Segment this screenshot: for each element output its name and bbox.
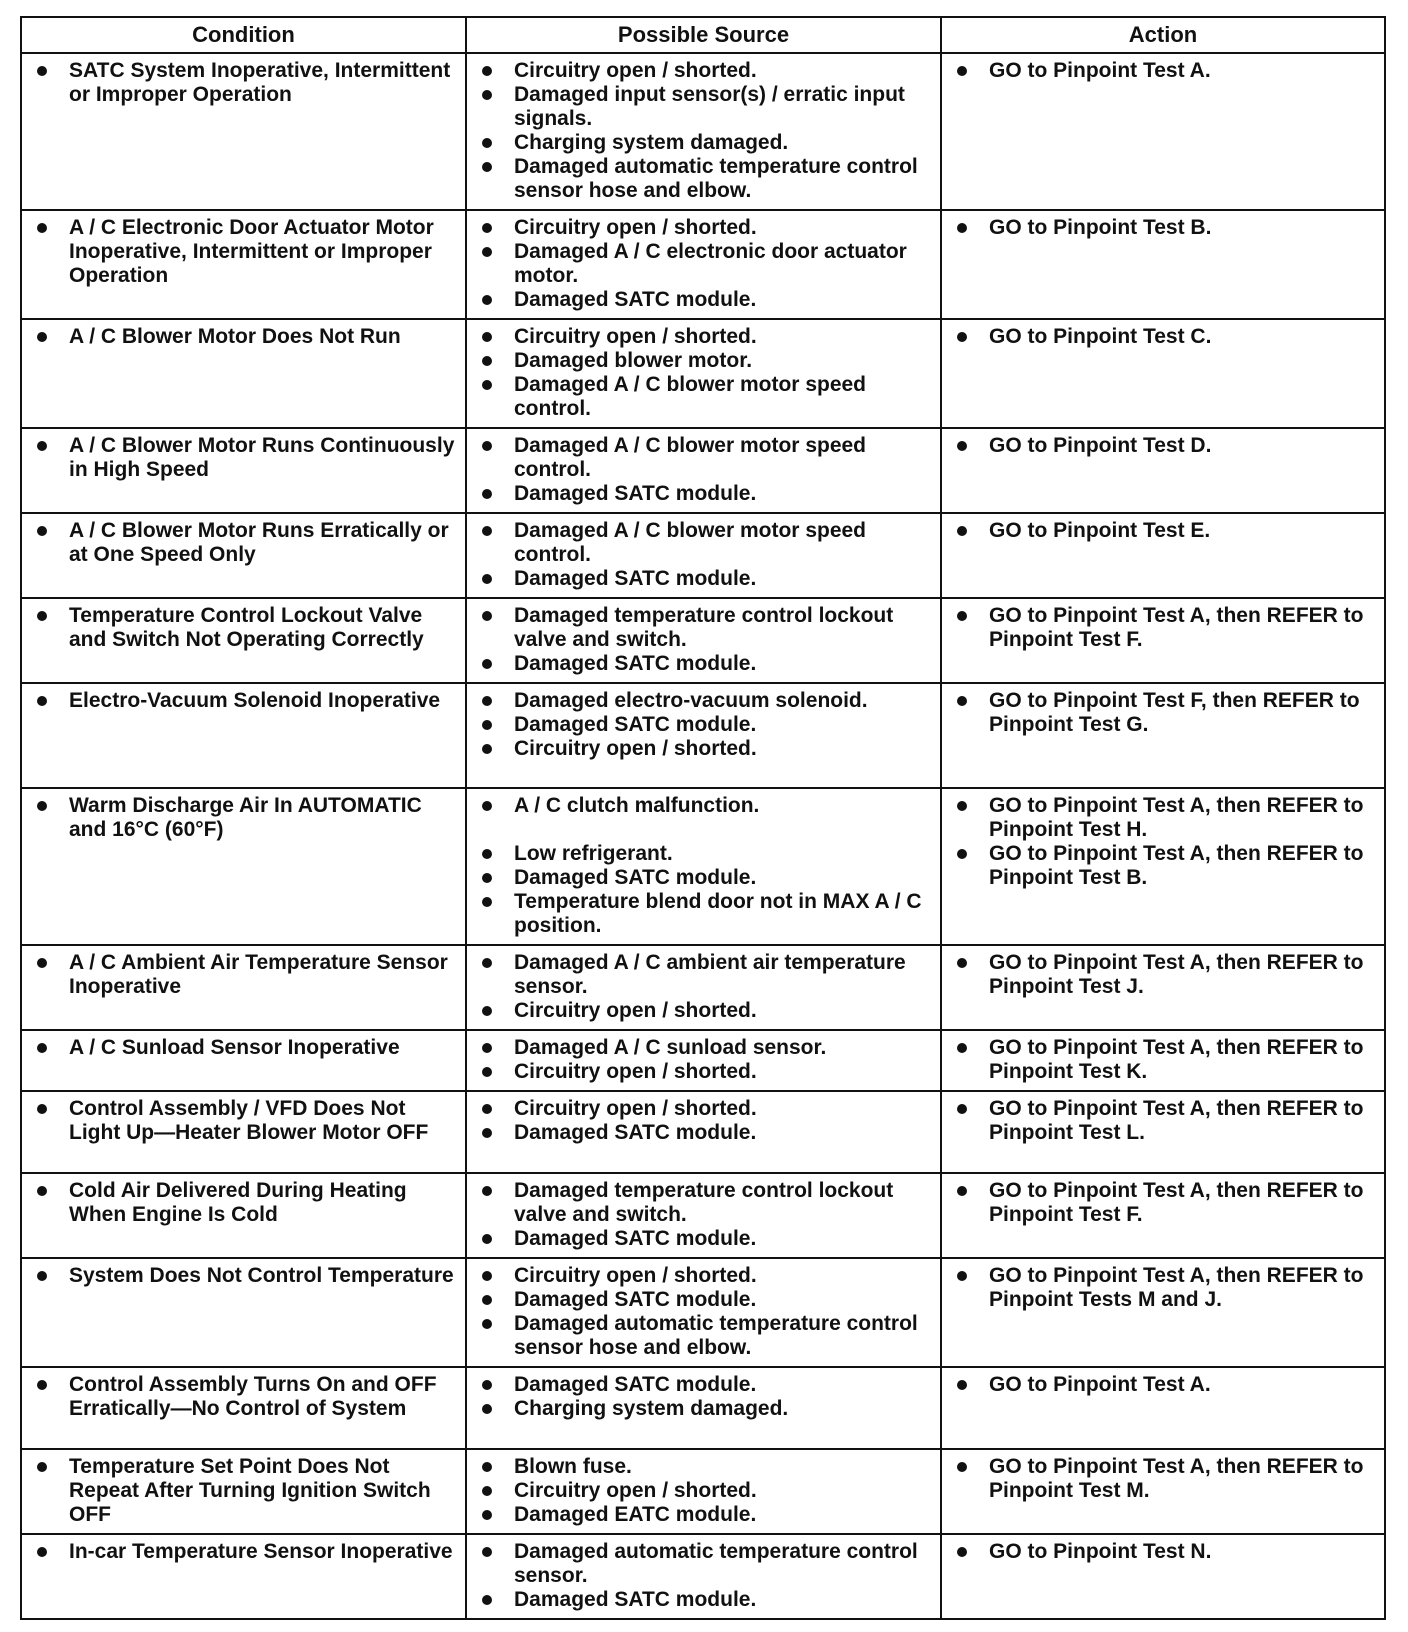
condition-cell	[21, 1091, 466, 1173]
source-item	[476, 131, 931, 155]
action-item	[951, 1373, 1375, 1397]
action-text: GO to Pinpoint Test N.	[989, 1540, 1212, 1563]
condition-text: A / C Ambient Air Temperature Sensor Inoperative	[69, 951, 448, 998]
condition-text: A / C Blower Motor Does Not Run	[69, 325, 401, 348]
condition-text: A / C Electronic Door Actuator Motor Inoperative, Intermittent or Improper Operation	[69, 216, 434, 287]
condition-text: In-car Temperature Sensor Inoperative	[69, 1540, 453, 1563]
source-item	[476, 951, 931, 999]
source-item	[476, 1479, 931, 1503]
source-item	[476, 325, 931, 349]
source-item	[476, 1036, 931, 1060]
condition-text: Temperature Control Lockout Valve and Switch Not Operating Correctly	[69, 604, 424, 651]
action-text: GO to Pinpoint Test F, then REFER to Pinpoint Test G.	[989, 689, 1360, 736]
condition-text: A / C Sunload Sensor Inoperative	[69, 1036, 400, 1059]
table-row	[21, 1367, 1385, 1449]
table-row	[21, 1534, 1385, 1619]
source-text: Damaged SATC module.	[514, 1588, 757, 1611]
action-cell	[941, 788, 1385, 945]
source-item	[476, 83, 931, 131]
source-item	[476, 999, 931, 1023]
source-item	[476, 1540, 931, 1588]
action-text: GO to Pinpoint Test A, then REFER to Pinpoint Test F.	[989, 604, 1364, 651]
action-item	[951, 1540, 1375, 1564]
condition-text: Warm Discharge Air In AUTOMATIC and 16°C (60°F)	[69, 794, 422, 841]
source-item	[476, 1373, 931, 1397]
source-cell	[466, 1258, 941, 1367]
action-text: GO to Pinpoint Test C.	[989, 325, 1212, 348]
action-cell	[941, 319, 1385, 428]
source-text: Circuitry open / shorted.	[514, 1060, 757, 1083]
condition-cell	[21, 945, 466, 1030]
source-cell	[466, 319, 941, 428]
condition-bullet-item	[31, 604, 456, 652]
action-text: GO to Pinpoint Test A, then REFER to Pinpoint Test H.	[989, 794, 1364, 841]
source-cell	[466, 598, 941, 683]
condition-bullet-item	[31, 434, 456, 482]
source-cell	[466, 1173, 941, 1258]
condition-bullet-item	[31, 689, 456, 713]
condition-bullet-item	[31, 1179, 456, 1227]
source-cell	[466, 428, 941, 513]
source-item	[476, 794, 931, 818]
source-item	[476, 155, 931, 203]
table-row	[21, 1030, 1385, 1091]
table-row	[21, 428, 1385, 513]
source-item	[476, 373, 931, 421]
condition-text: SATC System Inoperative, Intermittent or Improper Operation	[69, 59, 451, 106]
source-item	[476, 434, 931, 482]
condition-text: A / C Blower Motor Runs Continuously in High Speed	[69, 434, 455, 481]
source-cell	[466, 53, 941, 210]
source-item	[476, 652, 931, 676]
source-item	[476, 689, 931, 713]
source-text: Charging system damaged.	[514, 131, 789, 154]
table-row	[21, 319, 1385, 428]
source-text: Damaged automatic temperature control sensor.	[514, 1540, 918, 1587]
source-text: Damaged temperature control lockout valve and switch.	[514, 1179, 894, 1226]
source-text: Damaged electro-vacuum solenoid.	[514, 689, 868, 712]
source-item	[476, 240, 931, 288]
table-row	[21, 1449, 1385, 1534]
condition-cell	[21, 683, 466, 788]
table-row	[21, 210, 1385, 319]
condition-text: Control Assembly Turns On and OFF Erratically—No Control of System	[69, 1373, 437, 1420]
source-text: Damaged A / C blower motor speed control.	[514, 373, 867, 420]
action-text: GO to Pinpoint Test A, then REFER to Pinpoint Test J.	[989, 951, 1364, 998]
diagnosis-sheet	[20, 16, 1384, 1620]
condition-text: Temperature Set Point Does Not Repeat After Turning Ignition Switch OFF	[69, 1455, 431, 1526]
source-item	[476, 1397, 931, 1421]
source-item	[476, 1097, 931, 1121]
condition-cell	[21, 319, 466, 428]
source-text: Damaged A / C electronic door actuator motor.	[514, 240, 907, 287]
table-row	[21, 683, 1385, 788]
source-item	[476, 842, 931, 866]
condition-text: A / C Blower Motor Runs Erratically or at One Speed Only	[69, 519, 449, 566]
source-text: Damaged A / C blower motor speed control.	[514, 519, 867, 566]
condition-cell	[21, 513, 466, 598]
source-text: Charging system damaged.	[514, 1397, 789, 1420]
source-item	[476, 288, 931, 312]
source-item	[476, 1060, 931, 1084]
source-item	[476, 1312, 931, 1360]
source-text: Damaged SATC module.	[514, 1227, 757, 1250]
source-text: A / C clutch malfunction.	[514, 794, 760, 817]
condition-cell	[21, 210, 466, 319]
action-text: GO to Pinpoint Test A, then REFER to Pinpoint Test K.	[989, 1036, 1364, 1083]
possible-source-header: Possible Source	[466, 17, 941, 53]
source-text: Damaged automatic temperature control sensor hose and elbow.	[514, 155, 918, 202]
table-row	[21, 945, 1385, 1030]
condition-text: System Does Not Control Temperature	[69, 1264, 454, 1287]
condition-cell	[21, 1534, 466, 1619]
action-item	[951, 216, 1375, 240]
source-text: Damaged EATC module.	[514, 1503, 757, 1526]
action-cell	[941, 428, 1385, 513]
action-text: GO to Pinpoint Test E.	[989, 519, 1211, 542]
source-text: Damaged SATC module.	[514, 567, 757, 590]
action-text: GO to Pinpoint Test D.	[989, 434, 1212, 457]
condition-bullet-item	[31, 1264, 456, 1288]
condition-cell	[21, 788, 466, 945]
source-text: Damaged SATC module.	[514, 866, 757, 889]
action-item	[951, 689, 1375, 737]
condition-bullet-item	[31, 951, 456, 999]
source-text: Damaged SATC module.	[514, 288, 757, 311]
action-cell	[941, 683, 1385, 788]
action-cell	[941, 210, 1385, 319]
source-item	[476, 216, 931, 240]
table-row	[21, 53, 1385, 210]
source-item	[476, 349, 931, 373]
condition-cell	[21, 53, 466, 210]
table-row	[21, 1091, 1385, 1173]
source-item	[476, 713, 931, 737]
table-row	[21, 598, 1385, 683]
condition-cell	[21, 1173, 466, 1258]
action-item	[951, 434, 1375, 458]
source-cell	[466, 1030, 941, 1091]
action-item	[951, 1036, 1375, 1084]
condition-text: Cold Air Delivered During Heating When Engine Is Cold	[69, 1179, 407, 1226]
source-text: Damaged blower motor.	[514, 349, 753, 372]
condition-cell	[21, 1258, 466, 1367]
source-item	[476, 1179, 931, 1227]
source-text: Circuitry open / shorted.	[514, 1479, 757, 1502]
table-row	[21, 513, 1385, 598]
condition-header: Condition	[21, 17, 466, 53]
source-item	[476, 1588, 931, 1612]
header-row	[21, 17, 1385, 53]
action-text: GO to Pinpoint Test A.	[989, 59, 1211, 82]
action-cell	[941, 1449, 1385, 1534]
action-cell	[941, 598, 1385, 683]
action-item	[951, 1264, 1375, 1312]
source-text: Low refrigerant.	[514, 842, 673, 865]
condition-bullet-item	[31, 216, 456, 288]
source-item	[476, 890, 931, 938]
source-item	[476, 482, 931, 506]
source-cell	[466, 788, 941, 945]
action-text: GO to Pinpoint Test A, then REFER to Pinpoint Test B.	[989, 842, 1364, 889]
source-cell	[466, 210, 941, 319]
action-item	[951, 1179, 1375, 1227]
source-item	[476, 866, 931, 890]
source-item	[476, 737, 931, 761]
source-cell	[466, 1449, 941, 1534]
source-item	[476, 59, 931, 83]
source-cell	[466, 1534, 941, 1619]
source-text: Blown fuse.	[514, 1455, 632, 1478]
action-item	[951, 604, 1375, 652]
condition-bullet-item	[31, 1455, 456, 1527]
source-item	[476, 519, 931, 567]
source-text: Damaged A / C sunload sensor.	[514, 1036, 827, 1059]
source-item	[476, 1121, 931, 1145]
source-text: Circuitry open / shorted.	[514, 737, 757, 760]
action-text: GO to Pinpoint Test A.	[989, 1373, 1211, 1396]
table-row	[21, 1173, 1385, 1258]
source-cell	[466, 945, 941, 1030]
source-text: Damaged SATC module.	[514, 482, 757, 505]
source-cell	[466, 1091, 941, 1173]
condition-cell	[21, 428, 466, 513]
action-text: GO to Pinpoint Test A, then REFER to Pinpoint Test F.	[989, 1179, 1364, 1226]
source-text: Damaged SATC module.	[514, 652, 757, 675]
action-item	[951, 325, 1375, 349]
condition-cell	[21, 1367, 466, 1449]
action-cell	[941, 1534, 1385, 1619]
action-text: GO to Pinpoint Test B.	[989, 216, 1212, 239]
action-header: Action	[941, 17, 1385, 53]
condition-cell	[21, 1449, 466, 1534]
action-item	[951, 951, 1375, 999]
condition-bullet-item	[31, 794, 456, 842]
source-item	[476, 1288, 931, 1312]
source-text: Damaged SATC module.	[514, 1288, 757, 1311]
action-item	[951, 59, 1375, 83]
symptom-chart-table	[20, 16, 1386, 1620]
source-text: Damaged automatic temperature control sensor hose and elbow.	[514, 1312, 918, 1359]
action-item	[951, 794, 1375, 842]
table-body	[21, 53, 1385, 1619]
action-cell	[941, 513, 1385, 598]
action-cell	[941, 53, 1385, 210]
source-item	[476, 604, 931, 652]
source-text: Circuitry open / shorted.	[514, 1264, 757, 1287]
source-text: Damaged A / C ambient air temperature sensor.	[514, 951, 906, 998]
source-text: Circuitry open / shorted.	[514, 325, 757, 348]
condition-bullet-item	[31, 1373, 456, 1421]
source-text: Damaged SATC module.	[514, 713, 757, 736]
source-text: Temperature blend door not in MAX A / C position.	[514, 890, 922, 937]
source-item	[476, 1503, 931, 1527]
source-cell	[466, 1367, 941, 1449]
source-text: Circuitry open / shorted.	[514, 1097, 757, 1120]
source-text: Damaged SATC module.	[514, 1373, 757, 1396]
source-text: Damaged SATC module.	[514, 1121, 757, 1144]
action-item	[951, 1097, 1375, 1145]
source-item	[476, 1264, 931, 1288]
action-cell	[941, 945, 1385, 1030]
action-text: GO to Pinpoint Test A, then REFER to Pinpoint Test L.	[989, 1097, 1364, 1144]
source-text: Damaged A / C blower motor speed control.	[514, 434, 867, 481]
source-text: Damaged temperature control lockout valve and switch.	[514, 604, 894, 651]
condition-bullet-item	[31, 1097, 456, 1145]
table-row	[21, 788, 1385, 945]
action-cell	[941, 1367, 1385, 1449]
source-text: Circuitry open / shorted.	[514, 59, 757, 82]
action-item	[951, 842, 1375, 890]
source-cell	[466, 683, 941, 788]
condition-bullet-item	[31, 1036, 456, 1060]
condition-text: Control Assembly / VFD Does Not Light Up—Heater Blower Motor OFF	[69, 1097, 429, 1144]
condition-text: Electro-Vacuum Solenoid Inoperative	[69, 689, 441, 712]
condition-bullet-item	[31, 325, 456, 349]
condition-bullet-item	[31, 1540, 456, 1564]
action-cell	[941, 1030, 1385, 1091]
source-text: Circuitry open / shorted.	[514, 216, 757, 239]
action-cell	[941, 1173, 1385, 1258]
source-text: Circuitry open / shorted.	[514, 999, 757, 1022]
condition-bullet-item	[31, 59, 456, 107]
action-item	[951, 1455, 1375, 1503]
source-item	[476, 1227, 931, 1251]
table-row	[21, 1258, 1385, 1367]
source-text: Damaged input sensor(s) / erratic input signals.	[514, 83, 905, 130]
source-item	[476, 1455, 931, 1479]
action-text: GO to Pinpoint Test A, then REFER to Pinpoint Tests M and J.	[989, 1264, 1364, 1311]
condition-cell	[21, 1030, 466, 1091]
action-cell	[941, 1091, 1385, 1173]
action-cell	[941, 1258, 1385, 1367]
action-item	[951, 519, 1375, 543]
condition-bullet-item	[31, 519, 456, 567]
condition-cell	[21, 598, 466, 683]
source-cell	[466, 513, 941, 598]
source-item	[476, 567, 931, 591]
action-text: GO to Pinpoint Test A, then REFER to Pinpoint Test M.	[989, 1455, 1364, 1502]
